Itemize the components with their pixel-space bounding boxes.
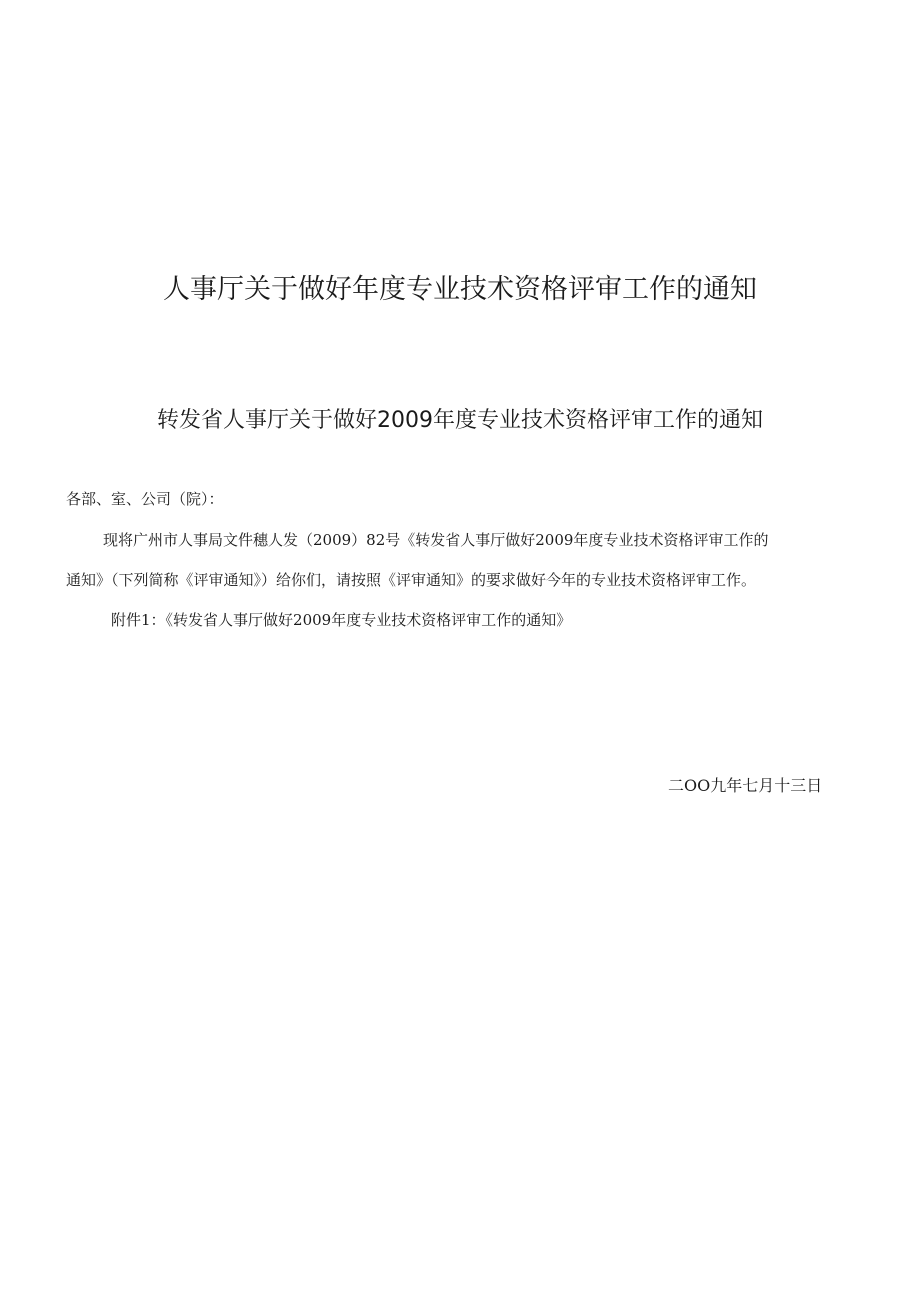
salutation: 各部、室、公司（院）： [66,490,224,508]
body-paragraph-line-1: 现将广州市人事局文件穗人发（2009）82号《转发省人事厅做好2009年度专业技术资格评审工作的 [103,531,769,549]
document-title: 人事厅关于做好年度专业技术资格评审工作的通知 [163,274,757,305]
attachment-line: 附件1：《转发省人事厅做好2009年度专业技术资格评审工作的通知》 [111,611,572,629]
document-subtitle: 转发省人事厅关于做好2009年度专业技术资格评审工作的通知 [157,408,763,433]
document-date: 二OO九年七月十三日 [668,776,823,795]
body-paragraph-line-2: 通知》（下列简称《评审通知》）给你们，请按照《评审通知》的要求做好今年的专业技术资格评审工作。 [66,571,757,589]
